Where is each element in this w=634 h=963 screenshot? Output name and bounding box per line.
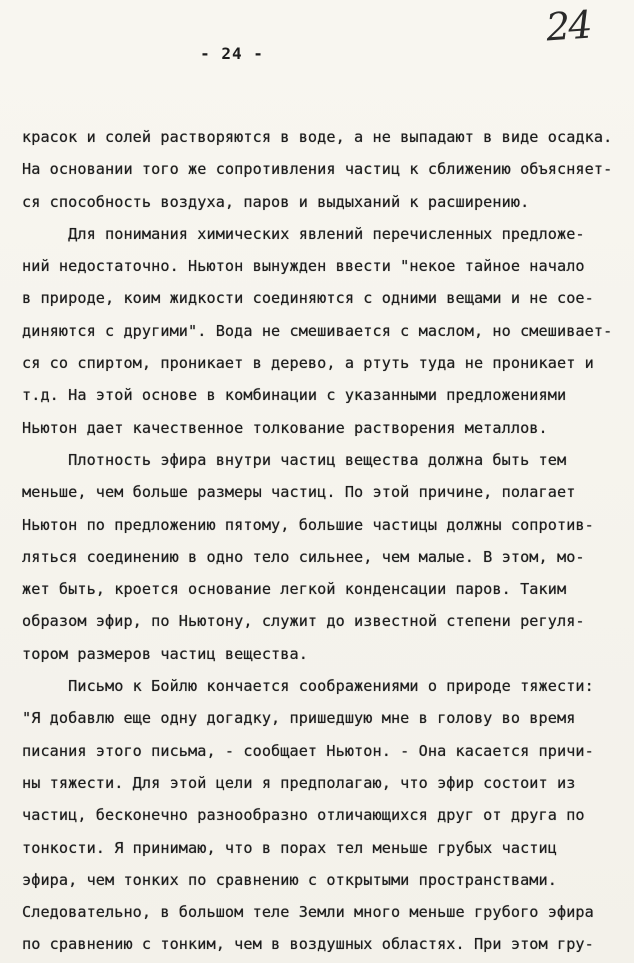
text-line: писания этого письма, - сообщает Ньютон. - Она касается причи- — [22, 741, 594, 760]
handwritten-archive-number: 24 — [544, 2, 592, 50]
text-line: эфира, чем тонких по сравнению с открытыми пространствами. — [22, 870, 557, 889]
text-line: Для понимания химических явлений перечисленных предложе- — [22, 224, 585, 243]
text-line: тором размеров частиц вещества. — [22, 644, 308, 663]
text-line: Ньютон дает качественное толкование растворения металлов. — [22, 418, 548, 437]
text-line: частиц, бесконечно разнообразно отличающихся друг от друга по — [22, 806, 585, 825]
text-line: образом эфир, по Ньютону, служит до известной степени регуля- — [22, 612, 585, 631]
text-line: в природе, коим жидкости соединяются с одними вещами и не сое- — [22, 289, 594, 308]
text-line: Следовательно, в большом теле Земли много меньше грубого эфира — [22, 903, 594, 922]
text-line: диняются с другими". Вода не смешивается с маслом, но смешивает- — [22, 321, 613, 340]
text-line: жет быть, кроется основание легкой конденсации паров. Таким — [22, 580, 567, 599]
body-text — [22, 121, 634, 961]
text-line: по сравнению с тонким, чем в воздушных областях. При этом гру- — [22, 935, 594, 954]
text-line: ся способность воздуха, паров и выдыханий к расширению. — [22, 192, 530, 211]
text-line: меньше, чем больше размеры частиц. По этой причине, полагает — [22, 483, 576, 502]
text-line: ляться соединению в одно тело сильнее, чем малые. В этом, мо- — [22, 547, 585, 566]
text-line: ний недостаточно. Ньютон вынужден ввести "некое тайное начало — [22, 257, 585, 276]
text-line: тонкости. Я принимаю, что в порах тел меньше грубых частиц — [22, 838, 557, 857]
text-line: Письмо к Бойлю кончается соображениями о природе тяжести: — [22, 677, 594, 696]
text-line: Плотность эфира внутри частиц вещества должна быть тем — [22, 450, 567, 469]
text-line: "Я добавлю еще одну догадку, пришедшую мне в голову во время — [22, 709, 576, 728]
text-line: ны тяжести. Для этой цели я предполагаю, что эфир состоит из — [22, 773, 576, 792]
text-line: ся со спиртом, проникает в дерево, а ртуть туда не проникает и — [22, 354, 594, 373]
text-line: На основании того же сопротивления частиц к сближению объясняет- — [22, 160, 613, 179]
text-line: т.д. На этой основе в комбинации с указанными предложениями — [22, 386, 567, 405]
text-line: красок и солей растворяются в воде, а не выпадают в виде осадка. — [22, 128, 613, 146]
text-line: Ньютон по предложению пятому, большие частицы должны сопротив- — [22, 515, 594, 534]
page-number: - 24 - — [200, 44, 264, 63]
